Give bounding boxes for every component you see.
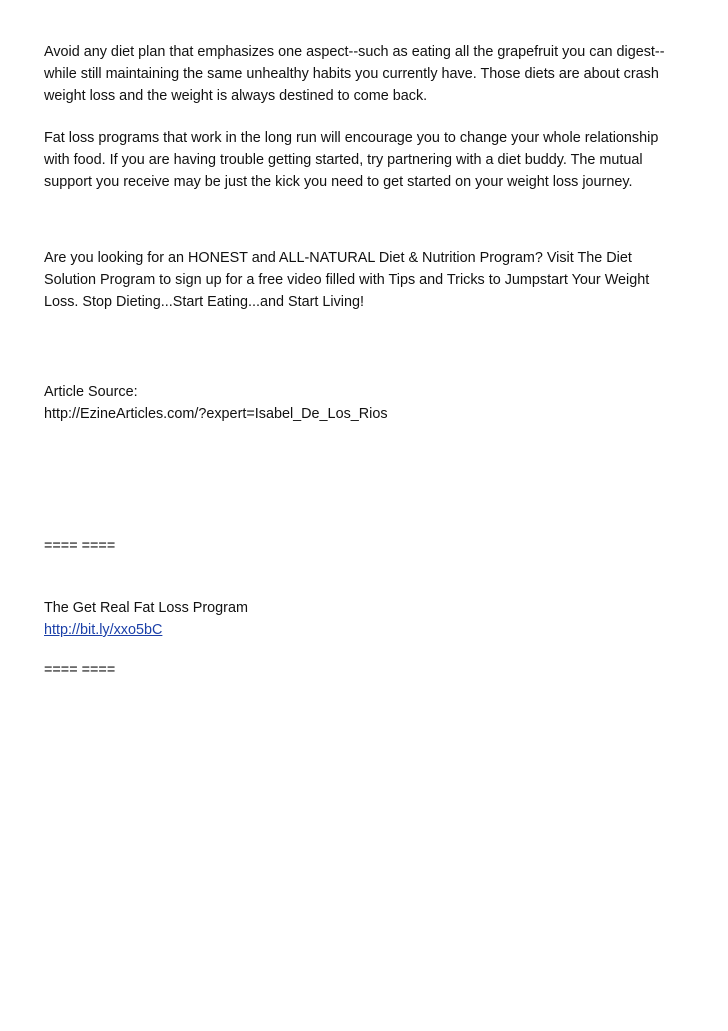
text-line: Loss. Stop Dieting...Start Eating...and Start Living! <box>44 294 364 310</box>
separator-bottom <box>44 659 684 681</box>
promo-link[interactable]: http://bit.ly/xxo5bC <box>44 622 163 638</box>
promo-block <box>44 597 684 641</box>
text-line: Solution Program to sign up for a free video filled with Tips and Tricks to Jumpstart Your Weight <box>44 272 650 288</box>
article-source-url: http://EzineArticles.com/?expert=Isabel_De_Los_Rios <box>44 406 388 422</box>
text-line: while still maintaining the same unhealthy habits you currently have. Those diets are about crash <box>44 66 659 82</box>
promo-title: The Get Real Fat Loss Program <box>44 600 248 616</box>
separator-top <box>44 535 684 557</box>
separator-text: ==== ==== <box>44 538 116 554</box>
text-line: Are you looking for an HONEST and ALL-NATURAL Diet & Nutrition Program? Visit The Diet <box>44 250 632 266</box>
text-line: Avoid any diet plan that emphasizes one aspect--such as eating all the grapefruit you can digest-- <box>44 44 665 60</box>
paragraph-fat-loss-programs <box>44 127 684 193</box>
separator-text: ==== ==== <box>44 662 116 678</box>
text-line: weight loss and the weight is always destined to come back. <box>44 88 428 104</box>
text-line: support you receive may be just the kick you need to get started on your weight loss journey. <box>44 174 633 190</box>
article-source <box>44 381 684 425</box>
paragraph-program-promo <box>44 247 684 313</box>
text-line: with food. If you are having trouble getting started, try partnering with a diet buddy. The mutual <box>44 152 643 168</box>
paragraph-diet-plan <box>44 41 684 107</box>
article-source-label: Article Source: <box>44 384 138 400</box>
text-line: Fat loss programs that work in the long run will encourage you to change your whole relationship <box>44 130 659 146</box>
